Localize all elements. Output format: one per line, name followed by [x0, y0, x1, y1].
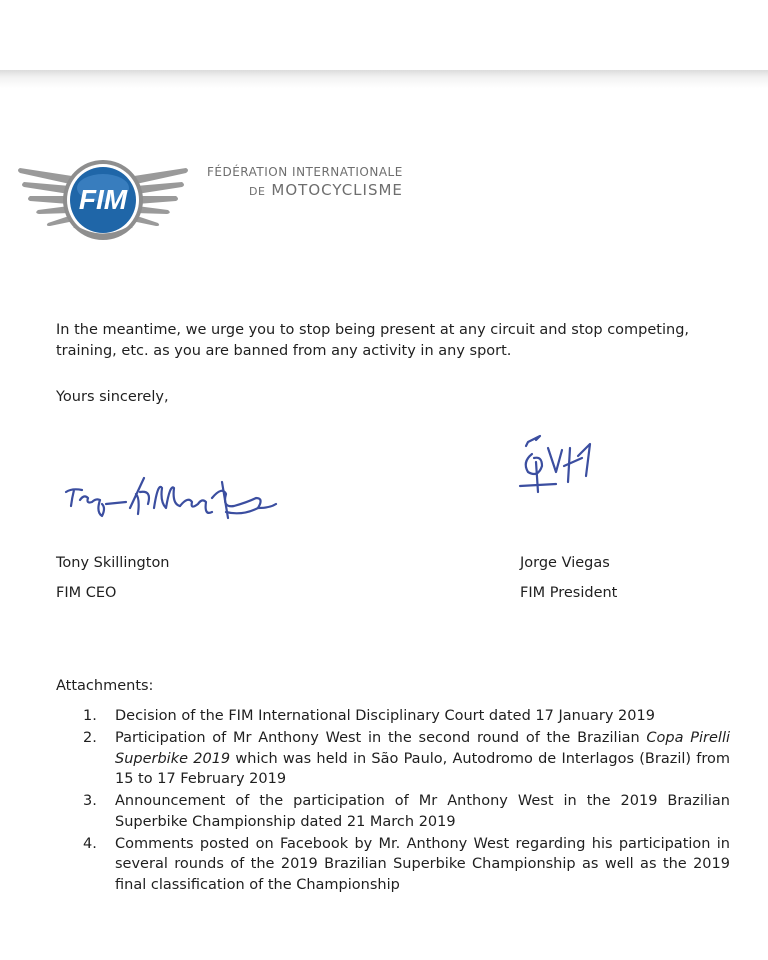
- attachment-number: 1.: [83, 708, 97, 724]
- signatory-2-name: Jorge Viegas: [520, 555, 610, 571]
- body-paragraph: In the meantime, we urge you to stop being present at any circuit and stop competing, training, etc. as you are banned from any activity in any sport.: [56, 322, 690, 359]
- page-edge-shadow: [0, 70, 768, 88]
- org-line-2-prefix: DE: [249, 185, 266, 198]
- attachment-text: Comments posted on Facebook by Mr. Anthony West regarding his participation in several rounds of the 2019 Brazilian Superbike Championship as well as the 2019 final classification of the Championship: [115, 835, 730, 893]
- attachment-text: Participation of Mr Anthony West in the second round of the Brazilian: [115, 730, 647, 746]
- attachment-item: [80, 834, 730, 896]
- attachment-number: 2.: [83, 730, 97, 746]
- attachment-item: [80, 791, 730, 832]
- attachment-text: Decision of the FIM International Disciplinary Court dated 17 January 2019: [115, 708, 655, 724]
- org-line-2-main: MOTOCYCLISME: [271, 181, 403, 199]
- attachment-text-after: which was held in São Paulo, Autodromo de Interlagos (Brazil) from 15 to 17 February 2019: [115, 750, 731, 787]
- signatory-2-title: FIM President: [520, 585, 618, 601]
- top-band: [0, 0, 768, 72]
- attachment-item: [80, 706, 730, 727]
- attachment-number: 3.: [83, 793, 97, 809]
- org-line-1: FÉDÉRATION INTERNATIONALE: [207, 165, 403, 179]
- signatory-1-title: FIM CEO: [56, 585, 117, 601]
- attachment-number: 4.: [83, 835, 97, 852]
- signature-skillington: [62, 468, 282, 528]
- attachments-list: [80, 706, 730, 897]
- closing-line: Yours sincerely,: [56, 389, 169, 405]
- fim-logo: [14, 152, 192, 248]
- attachment-italic-title: Copa Pirelli Superbike 2019: [115, 730, 730, 767]
- org-line-2: [249, 180, 403, 199]
- attachment-item: [80, 728, 730, 790]
- signatory-1-name: Tony Skillington: [56, 555, 170, 571]
- attachments-heading: Attachments:: [56, 678, 154, 694]
- organization-name: [207, 165, 403, 199]
- attachment-text: Announcement of the participation of Mr Anthony West in the 2019 Brazilian Superbike Championship dated 21 March 2019: [115, 793, 730, 830]
- logo-text: FIM: [78, 184, 128, 215]
- signature-viegas: [512, 432, 612, 504]
